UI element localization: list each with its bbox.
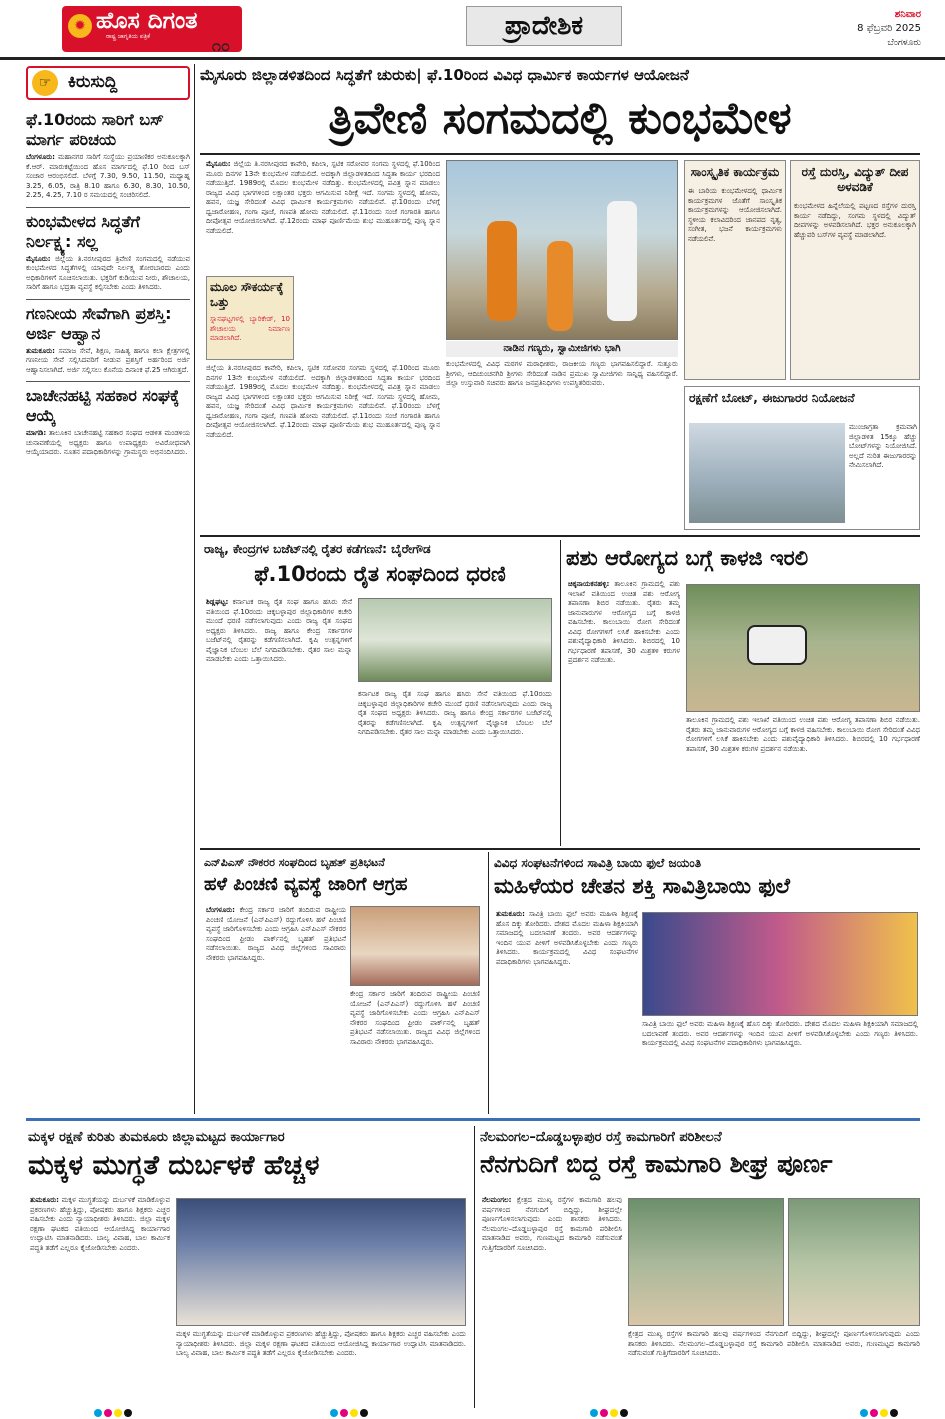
savitribai-body-text: ಸಾವಿತ್ರಿ ಬಾಯಿ ಫುಲೆ ಅವರು ಮಹಿಳಾ ಶಿಕ್ಷಣಕ್ಕೆ ಹೊಸ ದಿಕ್ಕು ತೋರಿದರು. ದೇಶದ ಮೊದಲ ಮಹಿಳಾ ಶಿಕ್ಷಕಿಯಾಗಿ ಸಮಾಜದಲ್ಲಿ ಬದಲಾವಣೆ ತಂದರು. ಅವರ ಆದರ್ಶಗಳನ್ನು ಇಂದಿನ ಯುವ ಪೀಳಿಗೆ ಅಳವಡಿಸಿಕೊಳ್ಳಬೇಕು ಎಂದು ಗಣ್ಯರು ತಿಳಿಸಿದರು. ಕಾರ್ಯಕ್ರಮದಲ್ಲಿ ವಿವಿಧ ಸಂಘಟನೆಗಳ ಪದಾಧಿಕಾರಿಗಳು ಭಾಗವಹಿಸಿದ್ದರು. [496, 910, 638, 966]
brief-item [26, 212, 190, 293]
brief-headline: ಗಣನೀಯ ಸೇವೆಗಾಗಿ ಪ್ರಶಸ್ತಿ: ಅರ್ಜಿ ಆಹ್ವಾನ [26, 303, 172, 343]
brief-headline: ಬಾಚೇನಹಟ್ಟಿ ಸಹಕಾರ ಸಂಘಕ್ಕೆ ಆಯ್ಕೆ [26, 386, 180, 425]
boat-photo [689, 423, 845, 523]
yellow-dot [350, 1409, 358, 1417]
brief-place: ತುಮಕೂರು: [26, 346, 55, 355]
children-body-text: ಮಕ್ಕಳ ಮುಗ್ಧತೆಯನ್ನು ದುರ್ಬಳಕೆ ಮಾಡಿಕೊಳ್ಳುವ ಪ್ರಕರಣಗಳು ಹೆಚ್ಚುತ್ತಿದ್ದು, ಪೋಷಕರು ಹಾಗೂ ಶಿಕ್ಷಕರು ಎಚ್ಚರ ವಹಿಸಬೇಕು ಎಂದು ನ್ಯಾಯಾಧೀಶರು ತಿಳಿಸಿದರು. ಜಿಲ್ಲಾ ಮಕ್ಕಳ ರಕ್ಷಣಾ ಘಟಕದ ವತಿಯಿಂದ ಆಯೋಜಿಸಿದ್ದ ಕಾರ್ಯಾಗಾರ ಉದ್ಘಾಟಿಸಿ ಮಾತನಾಡಿದರು. ಬಾಲ್ಯ ವಿವಾಹ, ಬಾಲ ಕಾರ್ಮಿಕ ಪದ್ಧತಿ ತಡೆಗೆ ಎಲ್ಲರೂ ಕೈಜೋಡಿಸಬೇಕು ಎಂದರು. [30, 1196, 170, 1252]
lead-subhead-box [206, 276, 294, 360]
brief-body: ಜಿಲ್ಲೆಯ ತಿ.ನರಸೀಪುರದ ತ್ರಿವೇಣಿ ಸಂಗಮದಲ್ಲಿ ನಡೆಯುವ ಕುಂಭಮೇಳದ ಸಿದ್ಧತೆಗಳಲ್ಲಿ ಯಾವುದೇ ನಿರ್ಲಕ್ಷ್ಯ ತೋರಬಾರದು ಎಂದು ಅಧಿಕಾರಿಗಳಿಗೆ ಸೂಚಿಸಲಾಯಿತು. ಭಕ್ತರಿಗೆ ಕುಡಿಯುವ ನೀರು, ಶೌಚಾಲಯ, ಸಾರಿಗೆ ಹಾಗೂ ಭದ್ರತಾ ವ್ಯವಸ್ಥೆ ಕಲ್ಪಿಸಬೇಕು ಎಂದು ತಿಳಿಸಿದರು. [26, 254, 190, 291]
road-place: ನೆಲಮಂಗಲ: [482, 1196, 512, 1204]
cattle-place: ಚಿಕ್ಕನಾಯಕನಹಳ್ಳಿ: [568, 580, 610, 588]
brief-headline: ಕುಂಭಮೇಳದ ಸಿದ್ಧತೆಗೆ ನಿರ್ಲಕ್ಷ್ಯ: ಸಲ್ಲ [26, 211, 140, 251]
savitribai-headline: ಮಹಿಳೆಯರ ಚೇತನ ಶಕ್ತಿ ಸಾವಿತ್ರಿಬಾಯಿ ಫುಲೆ [494, 874, 790, 898]
savitribai-body-cont: ಸಾವಿತ್ರಿ ಬಾಯಿ ಫುಲೆ ಅವರು ಮಹಿಳಾ ಶಿಕ್ಷಣಕ್ಕೆ ಹೊಸ ದಿಕ್ಕು ತೋರಿದರು. ದೇಶದ ಮೊದಲ ಮಹಿಳಾ ಶಿಕ್ಷಕಿಯಾಗಿ ಸಮಾಜದಲ್ಲಿ ಬದಲಾವಣೆ ತಂದರು. ಅವರ ಆದರ್ಶಗಳನ್ನು ಇಂದಿನ ಯುವ ಪೀಳಿಗೆ ಅಳವಡಿಸಿಕೊಳ್ಳಬೇಕು ಎಂದು ಗಣ್ಯರು ತಿಳಿಸಿದರು. ಕಾರ್ಯಕ್ರಮದಲ್ಲಿ ವಿವಿಧ ಸಂಘಟನೆಗಳ ಪದಾಧಿಕಾರಿಗಳು ಭಾಗವಹಿಸಿದ್ದರು. [642, 1020, 918, 1047]
pension-photo [350, 906, 480, 986]
road-photo-2 [788, 1198, 920, 1326]
cyan-dot [94, 1409, 102, 1417]
boat-body: ಮುಂಜಾಗ್ರತಾ ಕ್ರಮವಾಗಿ ಜಿಲ್ಲಾಡಳಿತ 15ಕ್ಕೂ ಹೆಚ್ಚು ಬೋಟ್‌ಗಳನ್ನು ನಿಯೋಜಿಸಿದೆ. ಅಲ್ಲದೆ ನುರಿತ ಈಜುಗಾರರನ್ನು ನೇಮಿಸಲಾಗಿದೆ. [849, 423, 917, 469]
boat-title: ರಕ್ಷಣೆಗೆ ಬೋಟ್, ಈಜುಗಾರರ ನಿಯೋಜನೆ [689, 391, 855, 405]
road-body-text: ಕ್ಷೇತ್ರದ ಮುಖ್ಯ ರಸ್ತೆಗಳ ಕಾಮಗಾರಿ ಹಲವು ವರ್ಷಗಳಿಂದ ನೆನಗುದಿಗೆ ಬಿದ್ದಿದ್ದು, ಶೀಘ್ರದಲ್ಲೇ ಪೂರ್ಣಗೊಳಿಸಲಾಗುವುದು ಎಂದು ಶಾಸಕರು ತಿಳಿಸಿದರು. ನೆಲಮಂಗಲ–ದೊಡ್ಡಬಳ್ಳಾಪುರ ರಸ್ತೆ ಕಾಮಗಾರಿ ಪರಿಶೀಲಿಸಿ ಮಾತನಾಡಿದ ಅವರು, ಗುಣಮಟ್ಟದ ಕಾಮಗಾರಿ ನಡೆಸುವಂತೆ ಗುತ್ತಿಗೆದಾರರಿಗೆ ಸೂಚಿಸಿದರು. [482, 1196, 622, 1252]
savitribai-photo [642, 912, 918, 1016]
pension-kicker: ಎನ್‌ಪಿಎಸ್ ನೌಕರರ ಸಂಘದಿಂದ ಬೃಹತ್ ಪ್ರತಿಭಟನೆ [204, 856, 385, 869]
pension-body-text: ಕೇಂದ್ರ ಸರ್ಕಾರ ಜಾರಿಗೆ ತಂದಿರುವ ರಾಷ್ಟ್ರೀಯ ಪಿಂಚಣಿ ಯೋಜನೆ (ಎನ್‌ಪಿಎಸ್) ರದ್ದುಗೊಳಿಸಿ ಹಳೆ ಪಿಂಚಣಿ ವ್ಯವಸ್ಥೆ ಜಾರಿಗೊಳಿಸಬೇಕು ಎಂದು ಆಗ್ರಹಿಸಿ ಎನ್‌ಪಿಎಸ್ ನೌಕರರ ಸಂಘದಿಂದ ಫ್ರೀಡಂ ಪಾರ್ಕ್‌ನಲ್ಲಿ ಬೃಹತ್ ಪ್ರತಿಭಟನೆ ನಡೆಸಲಾಯಿತು. ರಾಜ್ಯದ ವಿವಿಧ ಜಿಲ್ಲೆಗಳಿಂದ ಸಾವಿರಾರು ನೌಕರರು ಭಾಗವಹಿಸಿದ್ದರು. [206, 906, 346, 962]
lead-body-text: ಜಿಲ್ಲೆಯ ತಿ.ನರಸೀಪುರದ ಕಾವೇರಿ, ಕಪಿಲಾ, ಸ್ಫಟಿಕ ಸರೋವರ ಸಂಗಮ ಸ್ಥಳದಲ್ಲಿ ಫೆ.10ರಿಂದ ಮೂರು ದಿನಗಳ 13ನೇ ಕುಂಭಮೇಳ ನಡೆಯಲಿದೆ. ಅದಕ್ಕಾಗಿ ಜಿಲ್ಲಾಡಳಿತದಿಂದ ಸಿದ್ಧತಾ ಕಾರ್ಯ ಭರದಿಂದ ನಡೆಯುತ್ತಿದೆ. 1989ರಲ್ಲಿ ಮೊದಲ ಕುಂಭಮೇಳ ನಡೆದಿತ್ತು. ಕುಂಭಮೇಳದಲ್ಲಿ ಪವಿತ್ರ ಸ್ನಾನ ಮಾಡಲು ರಾಜ್ಯದ ವಿವಿಧ ಭಾಗಗಳಿಂದ ಲಕ್ಷಾಂತರ ಭಕ್ತರು ಆಗಮಿಸುವ ನಿರೀಕ್ಷೆ ಇದೆ. ಸಂಗಮ ಸ್ಥಳದಲ್ಲಿ ಹೋಮ, ಹವನ, ಯಜ್ಞ ಸೇರಿದಂತೆ ವಿವಿಧ ಧಾರ್ಮಿಕ ಕಾರ್ಯಕ್ರಮಗಳು ನಡೆಯಲಿವೆ. ಫೆ.10ರಂದು ಬೆಳಗ್ಗೆ ಧ್ವಜಾರೋಹಣ, ಗಂಗಾ ಪೂಜೆ, ಗಣಪತಿ ಹೋಮ ನಡೆಯಲಿದೆ. ಫೆ.11ರಂದು ಸಂಜೆ ಗಂಗಾರತಿ ಹಾಗೂ ದೀಪೋತ್ಸವ ಆಯೋಜಿಸಲಾಗಿದೆ. ಫೆ.12ರಂದು ಮಾಘ ಪೂರ್ಣಿಮೆಯ ಶುಭ ಮುಹೂರ್ತದಲ್ಲಿ ಪುಣ್ಯ ಸ್ನಾನ ನಡೆಯಲಿದೆ. [206, 160, 440, 235]
yellow-dot [114, 1409, 122, 1417]
farmers-body [206, 598, 352, 844]
dateline [857, 8, 921, 50]
savitribai-kicker: ವಿವಿಧ ಸಂಘಟನೆಗಳಿಂದ ಸಾವಿತ್ರಿ ಬಾಯಿ ಫುಲೆ ಜಯಂತಿ [494, 856, 702, 870]
date-text: 8 ಫೆಬ್ರವರಿ 2025 [857, 23, 921, 34]
lead-photo-caption: ನಾಡಿನ ಗಣ್ಯರು, ಸ್ವಾಮೀಜಿಗಳು ಭಾಗಿ [446, 341, 678, 357]
cattle-body-cont: ತಾಲೂಕಿನ ಗ್ರಾಮದಲ್ಲಿ ಪಶು ಇಲಾಖೆ ವತಿಯಿಂದ ಉಚಿತ ಪಶು ಆರೋಗ್ಯ ತಪಾಸಣಾ ಶಿಬಿರ ನಡೆಯಿತು. ರೈತರು ತಮ್ಮ ಜಾನುವಾರುಗಳ ಆರೋಗ್ಯದ ಬಗ್ಗೆ ಕಾಳಜಿ ವಹಿಸಬೇಕು. ಕಾಲುಬಾಯಿ ರೋಗ ಸೇರಿದಂತೆ ವಿವಿಧ ರೋಗಗಳಿಗೆ ಲಸಿಕೆ ಹಾಕಿಸಬೇಕು ಎಂದು ಪಶುವೈದ್ಯಾಧಿಕಾರಿ ತಿಳಿಸಿದರು. ಶಿಬಿರದಲ್ಲಿ 10 ಗರ್ಭಧಾರಣೆ ತಪಾಸಣೆ, 30 ಮಿಶ್ರತಳಿ ಕರುಗಳ ಪ್ರದರ್ಶನ ನಡೆಯಿತು. [686, 716, 920, 753]
brief-place: ಮಾಗಡಿ: [26, 429, 47, 437]
print-color-bar [94, 1409, 134, 1417]
farmers-kicker: ರಾಜ್ಯ, ಕೇಂದ್ರಗಳ ಬಜೆಟ್‌ನಲ್ಲಿ ರೈತರ ಕಡೆಗಣನೆ: ಬೈರೇಗೌಡ [204, 542, 431, 556]
print-color-bar [860, 1409, 900, 1417]
road-light-box [790, 160, 920, 380]
black-dot [890, 1409, 898, 1417]
print-color-bar [590, 1409, 630, 1417]
cyan-dot [590, 1409, 598, 1417]
page-number: ೧೦ [212, 36, 230, 55]
newspaper-tagline: ರಾಷ್ಟ್ರ ಜಾಗೃತಿಯ ಪತ್ರಿಕೆ [106, 33, 151, 40]
magenta-dot [600, 1409, 608, 1417]
farmers-photo [358, 598, 552, 682]
cattle-body [568, 580, 680, 844]
road-headline: ನೆನಗುದಿಗೆ ಬಿದ್ದ ರಸ್ತೆ ಕಾಮಗಾರಿ ಶೀಘ್ರ ಪೂರ್ಣ [480, 1150, 833, 1178]
lead-photo-body: ಕುಂಭಮೇಳದಲ್ಲಿ ವಿವಿಧ ಮಠಗಳ ಮಠಾಧೀಶರು, ರಾಜಕೀಯ ಗಣ್ಯರು ಭಾಗವಹಿಸಲಿದ್ದಾರೆ. ಸುತ್ತೂರು ಶ್ರೀಗಳು, ಆದಿಚುಂಚನಗಿರಿ ಶ್ರೀಗಳು ಸೇರಿದಂತೆ ನಾಡಿನ ಪ್ರಮುಖ ಸ್ವಾಮೀಜಿಗಳು ಸಾನ್ನಿಧ್ಯ ವಹಿಸಲಿದ್ದಾರೆ. ಜಿಲ್ಲಾ ಉಸ್ತುವಾರಿ ಸಚಿವರು ಹಾಗೂ ಜನಪ್ರತಿನಿಧಿಗಳು ಉಪಸ್ಥಿತರಿರುವರು. [446, 360, 678, 387]
brief-place: ಮೈಸೂರು: [26, 254, 51, 263]
road-photo-1 [628, 1198, 784, 1326]
magenta-dot [870, 1409, 878, 1417]
road-kicker: ನೆಲಮಂಗಲ–ದೊಡ್ಡಬಳ್ಳಾಪುರ ರಸ್ತೆ ಕಾಮಗಾರಿಗೆ ಪರಿಶೀಲನೆ [480, 1130, 722, 1145]
date-city: ಬೆಂಗಳೂರು [887, 38, 921, 48]
cyan-dot [330, 1409, 338, 1417]
yellow-dot [610, 1409, 618, 1417]
brief-item [26, 386, 190, 458]
brief-news-title: ಕಿರುಸುದ್ದಿ [68, 72, 118, 92]
cattle-photo [686, 584, 920, 712]
lead-headline: ತ್ರಿವೇಣಿ ಸಂಗಮದಲ್ಲಿ ಕುಂಭಮೇಳ [328, 93, 792, 144]
farmers-headline: ಫೆ.10ರಂದು ರೈತ ಸಂಘದಿಂದ ಧರಣಿ [254, 562, 506, 586]
brief-headline: ಫೆ.10ರಂದು ಸಾರಿಗೆ ಬಸ್ ಮಾರ್ಗ ಪರಿಚಯ [26, 110, 164, 149]
brief-body: ಸಮಾಜ ಸೇವೆ, ಶಿಕ್ಷಣ, ಸಾಹಿತ್ಯ ಹಾಗೂ ಕಲಾ ಕ್ಷೇತ್ರಗಳಲ್ಲಿ ಗಣನೀಯ ಸೇವೆ ಸಲ್ಲಿಸಿದವರಿಗೆ ನೀಡುವ ಪ್ರಶಸ್ತಿಗೆ ಅರ್ಹರಿಂದ ಅರ್ಜಿ ಆಹ್ವಾನಿಸಲಾಗಿದೆ. ಅರ್ಜಿ ಸಲ್ಲಿಸಲು ಕೊನೆಯ ದಿನಾಂಕ ಫೆ.25 ಆಗಿರುತ್ತದೆ. [26, 346, 190, 374]
culture-body: ಈ ಬಾರಿಯ ಕುಂಭಮೇಳದಲ್ಲಿ ಧಾರ್ಮಿಕ ಕಾರ್ಯಕ್ರಮಗಳ ಜೊತೆಗೆ ಸಾಂಸ್ಕೃತಿಕ ಕಾರ್ಯಕ್ರಮಗಳನ್ನು ಆಯೋಜಿಸಲಾಗಿದೆ. ಸ್ಥಳೀಯ ಕಲಾವಿದರಿಂದ ಜಾನಪದ ನೃತ್ಯ, ಸಂಗೀತ, ಭಜನೆ ಕಾರ್ಯಕ್ರಮಗಳು ನಡೆಯಲಿವೆ. [688, 187, 782, 243]
boat-box [684, 386, 920, 530]
children-body [30, 1196, 170, 1404]
date-day: ಶನಿವಾರ [894, 9, 921, 20]
brief-news-badge [26, 66, 190, 100]
lead-subhead-note: ಸ್ನಾನಘಟ್ಟಗಳಲ್ಲಿ ಬ್ಯಾರಿಕೇಡ್‌, 10 ಶೌಚಾಲಯ ನಿರ್ಮಾಣ ಮಾಡಲಾಗಿದೆ. [210, 315, 290, 342]
cattle-headline: ಪಶು ಆರೋಗ್ಯದ ಬಗ್ಗೆ ಕಾಳಜಿ ಇರಲಿ [566, 546, 809, 570]
brief-item [26, 110, 190, 201]
farmers-body-text: ಕರ್ನಾಟಕ ರಾಜ್ಯ ರೈತ ಸಂಘ ಹಾಗೂ ಹಸಿರು ಸೇನೆ ವತಿಯಿಂದ ಫೆ.10ರಂದು ಚಿಕ್ಕಬಳ್ಳಾಪುರ ಜಿಲ್ಲಾಧಿಕಾರಿಗಳ ಕಚೇರಿ ಮುಂದೆ ಧರಣಿ ನಡೆಸಲಾಗುವುದು ಎಂದು ರಾಜ್ಯ ರೈತ ಸಂಘದ ಅಧ್ಯಕ್ಷರು ತಿಳಿಸಿದರು. ರಾಜ್ಯ ಹಾಗೂ ಕೇಂದ್ರ ಸರ್ಕಾರಗಳ ಬಜೆಟ್‌ನಲ್ಲಿ ರೈತರನ್ನು ಕಡೆಗಣಿಸಲಾಗಿದೆ. ಕೃಷಿ ಉತ್ಪನ್ನಗಳಿಗೆ ವೈಜ್ಞಾನಿಕ ಬೆಂಬಲ ಬೆಲೆ ನಿಗದಿಪಡಿಸಬೇಕು. ರೈತರ ಸಾಲ ಮನ್ನಾ ಮಾಡಬೇಕು ಎಂದು ಒತ್ತಾಯಿಸಿದರು. [206, 598, 352, 663]
yellow-dot [880, 1409, 888, 1417]
pension-place: ಬೆಂಗಳೂರು: [206, 906, 235, 914]
newspaper-logo [62, 6, 242, 55]
lead-subhead: ಮೂಲ ಸೌಕರ್ಯಕ್ಕೆ ಒತ್ತು [210, 280, 284, 309]
sidebar [26, 106, 190, 1110]
lead-body-cont [206, 364, 440, 524]
lead-body [206, 160, 440, 272]
black-dot [360, 1409, 368, 1417]
farmers-body-cont: ಕರ್ನಾಟಕ ರಾಜ್ಯ ರೈತ ಸಂಘ ಹಾಗೂ ಹಸಿರು ಸೇನೆ ವತಿಯಿಂದ ಫೆ.10ರಂದು ಚಿಕ್ಕಬಳ್ಳಾಪುರ ಜಿಲ್ಲಾಧಿಕಾರಿಗಳ ಕಚೇರಿ ಮುಂದೆ ಧರಣಿ ನಡೆಸಲಾಗುವುದು ಎಂದು ರಾಜ್ಯ ರೈತ ಸಂಘದ ಅಧ್ಯಕ್ಷರು ತಿಳಿಸಿದರು. ರಾಜ್ಯ ಹಾಗೂ ಕೇಂದ್ರ ಸರ್ಕಾರಗಳ ಬಜೆಟ್‌ನಲ್ಲಿ ರೈತರನ್ನು ಕಡೆಗಣಿಸಲಾಗಿದೆ. ಕೃಷಿ ಉತ್ಪನ್ನಗಳಿಗೆ ವೈಜ್ಞಾನಿಕ ಬೆಂಬಲ ಬೆಲೆ ನಿಗದಿಪಡಿಸಬೇಕು. ರೈತರ ಸಾಲ ಮನ್ನಾ ಮಾಡಬೇಕು ಎಂದು ಒತ್ತಾಯಿಸಿದರು. [358, 690, 552, 736]
cyan-dot [860, 1409, 868, 1417]
black-dot [620, 1409, 628, 1417]
lamp-icon: ✹ [68, 14, 92, 38]
road-light-title: ರಸ್ತೆ ದುರಸ್ತಿ, ವಿದ್ಯುತ್ ದೀಪ ಅಳವಡಿಕೆ [801, 165, 909, 194]
children-kicker: ಮಕ್ಕಳ ರಕ್ಷಣೆ ಕುರಿತು ತುಮಕೂರು ಜಿಲ್ಲಾಮಟ್ಟದ ಕಾರ್ಯಾಗಾರ [28, 1130, 285, 1145]
lead-kicker: ಮೈಸೂರು ಜಿಲ್ಲಾಡಳಿತದಿಂದ ಸಿದ್ಧತೆಗೆ ಚುರುಕು| ಫೆ.10ರಿಂದ ವಿವಿಧ ಧಾರ್ಮಿಕ ಕಾರ್ಯಗಳ ಆಯೋಜನೆ [200, 66, 689, 84]
cattle-body-text: ತಾಲೂಕಿನ ಗ್ರಾಮದಲ್ಲಿ ಪಶು ಇಲಾಖೆ ವತಿಯಿಂದ ಉಚಿತ ಪಶು ಆರೋಗ್ಯ ತಪಾಸಣಾ ಶಿಬಿರ ನಡೆಯಿತು. ರೈತರು ತಮ್ಮ ಜಾನುವಾರುಗಳ ಆರೋಗ್ಯದ ಬಗ್ಗೆ ಕಾಳಜಿ ವಹಿಸಬೇಕು. ಕಾಲುಬಾಯಿ ರೋಗ ಸೇರಿದಂತೆ ವಿವಿಧ ರೋಗಗಳಿಗೆ ಲಸಿಕೆ ಹಾಕಿಸಬೇಕು ಎಂದು ಪಶುವೈದ್ಯಾಧಿಕಾರಿ ತಿಳಿಸಿದರು. ಶಿಬಿರದಲ್ಲಿ 10 ಗರ್ಭಧಾರಣೆ ತಪಾಸಣೆ, 30 ಮಿಶ್ರತಳಿ ಕರುಗಳ ಪ್ರದರ್ಶನ ನಡೆಯಿತು. [568, 580, 680, 664]
print-color-bar [330, 1409, 370, 1417]
children-place: ತುಮಕೂರು: [30, 1196, 59, 1204]
children-headline: ಮಕ್ಕಳ ಮುಗ್ಧತೆ ದುರ್ಬಳಕೆ ಹೆಚ್ಚಳ [28, 1150, 320, 1181]
black-dot [124, 1409, 132, 1417]
culture-title: ಸಾಂಸ್ಕೃತಿಕ ಕಾರ್ಯಕ್ರಮ [690, 165, 780, 179]
road-body [482, 1196, 622, 1404]
lead-body-text-2: ಜಿಲ್ಲೆಯ ತಿ.ನರಸೀಪುರದ ಕಾವೇರಿ, ಕಪಿಲಾ, ಸ್ಫಟಿಕ ಸರೋವರ ಸಂಗಮ ಸ್ಥಳದಲ್ಲಿ ಫೆ.10ರಿಂದ ಮೂರು ದಿನಗಳ 13ನೇ ಕುಂಭಮೇಳ ನಡೆಯಲಿದೆ. ಅದಕ್ಕಾಗಿ ಜಿಲ್ಲಾಡಳಿತದಿಂದ ಸಿದ್ಧತಾ ಕಾರ್ಯ ಭರದಿಂದ ನಡೆಯುತ್ತಿದೆ. 1989ರಲ್ಲಿ ಮೊದಲ ಕುಂಭಮೇಳ ನಡೆದಿತ್ತು. ಕುಂಭಮೇಳದಲ್ಲಿ ಪವಿತ್ರ ಸ್ನಾನ ಮಾಡಲು ರಾಜ್ಯದ ವಿವಿಧ ಭಾಗಗಳಿಂದ ಲಕ್ಷಾಂತರ ಭಕ್ತರು ಆಗಮಿಸುವ ನಿರೀಕ್ಷೆ ಇದೆ. ಸಂಗಮ ಸ್ಥಳದಲ್ಲಿ ಹೋಮ, ಹವನ, ಯಜ್ಞ ಸೇರಿದಂತೆ ವಿವಿಧ ಧಾರ್ಮಿಕ ಕಾರ್ಯಕ್ರಮಗಳು ನಡೆಯಲಿವೆ. ಫೆ.10ರಂದು ಬೆಳಗ್ಗೆ ಧ್ವಜಾರೋಹಣ, ಗಂಗಾ ಪೂಜೆ, ಗಣಪತಿ ಹೋಮ ನಡೆಯಲಿದೆ. ಫೆ.11ರಂದು ಸಂಜೆ ಗಂಗಾರತಿ ಹಾಗೂ ದೀಪೋತ್ಸವ ಆಯೋಜಿಸಲಾಗಿದೆ. ಫೆ.12ರಂದು ಮಾಘ ಪೂರ್ಣಿಮೆಯ ಶುಭ ಮುಹೂರ್ತದಲ್ಲಿ ಪುಣ್ಯ ಸ್ನಾನ ನಡೆಯಲಿದೆ. [206, 364, 440, 439]
lead-place: ಮೈಸೂರು: [206, 160, 231, 168]
road-body-cont: ಕ್ಷೇತ್ರದ ಮುಖ್ಯ ರಸ್ತೆಗಳ ಕಾಮಗಾರಿ ಹಲವು ವರ್ಷಗಳಿಂದ ನೆನಗುದಿಗೆ ಬಿದ್ದಿದ್ದು, ಶೀಘ್ರದಲ್ಲೇ ಪೂರ್ಣಗೊಳಿಸಲಾಗುವುದು ಎಂದು ಶಾಸಕರು ತಿಳಿಸಿದರು. ನೆಲಮಂಗಲ–ದೊಡ್ಡಬಳ್ಳಾಪುರ ರಸ್ತೆ ಕಾಮಗಾರಿ ಪರಿಶೀಲಿಸಿ ಮಾತನಾಡಿದ ಅವರು, ಗುಣಮಟ್ಟದ ಕಾಮಗಾರಿ ನಡೆಸುವಂತೆ ಗುತ್ತಿಗೆದಾರರಿಗೆ ಸೂಚಿಸಿದರು. [628, 1330, 920, 1357]
brief-item [26, 304, 190, 376]
savitribai-body [496, 910, 638, 1110]
brief-body: ಮಹಾನಗರ ಸಾರಿಗೆ ಸಂಸ್ಥೆಯು ಪ್ರಯಾಣಿಕರ ಅನುಕೂಲಕ್ಕಾಗಿ ಕೆ.ಆರ್. ಮಾರುಕಟ್ಟೆಯಿಂದ ಹೊಸ ಮಾರ್ಗದಲ್ಲಿ ಫೆ.10 ರಿಂದ ಬಸ್ ಸಂಚಾರ ಆರಂಭಿಸಲಿದೆ. ಬೆಳಗ್ಗೆ 7.30, 9.50, 11.50, ಮಧ್ಯಾಹ್ನ 3.25, 6.05, ರಾತ್ರಿ 8.10 ಹಾಗೂ 6.30, 8.30, 10.50, 2.25, 4.25, 7.10 ರ ಸಮಯದಲ್ಲಿ ಸಂಚರಿಸಲಿದೆ. [26, 153, 190, 199]
farmers-place: ಶಿಡ್ಲಘಟ್ಟ: [206, 598, 229, 606]
newspaper-name: ಹೊಸ ದಿಗಂತ [96, 8, 198, 34]
brief-body: ತಾಲೂಕಿನ ಬಾಚೇನಹಟ್ಟಿ ಸಹಕಾರ ಸಂಘದ ಆಡಳಿತ ಮಂಡಳಿಯ ಚುನಾವಣೆಯಲ್ಲಿ ಅಧ್ಯಕ್ಷರು ಹಾಗೂ ಉಪಾಧ್ಯಕ್ಷರು ಅವಿರೋಧವಾಗಿ ಆಯ್ಕೆಯಾದರು. ನೂತನ ಪದಾಧಿಕಾರಿಗಳನ್ನು ಗ್ರಾಮಸ್ಥರು ಅಭಿನಂದಿಸಿದರು. [26, 429, 190, 456]
section-title: ಪ್ರಾದೇಶಿಕ [466, 6, 622, 46]
road-light-body: ಕುಂಭಮೇಳದ ಹಿನ್ನೆಲೆಯಲ್ಲಿ ಪಟ್ಟಣದ ರಸ್ತೆಗಳ ದುರಸ್ತಿ ಕಾರ್ಯ ನಡೆದಿದ್ದು, ಸಂಗಮ ಸ್ಥಳದಲ್ಲಿ ವಿದ್ಯುತ್ ದೀಪಗಳನ್ನು ಅಳವಡಿಸಲಾಗಿದೆ. ಭಕ್ತರ ಅನುಕೂಲಕ್ಕಾಗಿ ಹೆಚ್ಚುವರಿ ಬಸ್‌ಗಳ ವ್ಯವಸ್ಥೆ ಮಾಡಲಾಗಿದೆ. [794, 202, 916, 239]
children-body-cont: ಮಕ್ಕಳ ಮುಗ್ಧತೆಯನ್ನು ದುರ್ಬಳಕೆ ಮಾಡಿಕೊಳ್ಳುವ ಪ್ರಕರಣಗಳು ಹೆಚ್ಚುತ್ತಿದ್ದು, ಪೋಷಕರು ಹಾಗೂ ಶಿಕ್ಷಕರು ಎಚ್ಚರ ವಹಿಸಬೇಕು ಎಂದು ನ್ಯಾಯಾಧೀಶರು ತಿಳಿಸಿದರು. ಜಿಲ್ಲಾ ಮಕ್ಕಳ ರಕ್ಷಣಾ ಘಟಕದ ವತಿಯಿಂದ ಆಯೋಜಿಸಿದ್ದ ಕಾರ್ಯಾಗಾರ ಉದ್ಘಾಟಿಸಿ ಮಾತನಾಡಿದರು. ಬಾಲ್ಯ ವಿವಾಹ, ಬಾಲ ಕಾರ್ಮಿಕ ಪದ್ಧತಿ ತಡೆಗೆ ಎಲ್ಲರೂ ಕೈಜೋಡಿಸಬೇಕು ಎಂದರು. [176, 1330, 466, 1357]
brief-place: ಬೆಂಗಳೂರು: [26, 153, 55, 161]
pension-headline: ಹಳೆ ಪಿಂಚಣಿ ವ್ಯವಸ್ಥೆ ಜಾರಿಗೆ ಆಗ್ರಹ [204, 874, 408, 895]
magenta-dot [104, 1409, 112, 1417]
culture-box [684, 160, 786, 380]
masthead [0, 0, 945, 60]
magenta-dot [340, 1409, 348, 1417]
pointing-hand-icon: ☞ [32, 70, 58, 96]
pension-body-cont: ಕೇಂದ್ರ ಸರ್ಕಾರ ಜಾರಿಗೆ ತಂದಿರುವ ರಾಷ್ಟ್ರೀಯ ಪಿಂಚಣಿ ಯೋಜನೆ (ಎನ್‌ಪಿಎಸ್) ರದ್ದುಗೊಳಿಸಿ ಹಳೆ ಪಿಂಚಣಿ ವ್ಯವಸ್ಥೆ ಜಾರಿಗೊಳಿಸಬೇಕು ಎಂದು ಆಗ್ರಹಿಸಿ ಎನ್‌ಪಿಎಸ್ ನೌಕರರ ಸಂಘದಿಂದ ಫ್ರೀಡಂ ಪಾರ್ಕ್‌ನಲ್ಲಿ ಬೃಹತ್ ಪ್ರತಿಭಟನೆ ನಡೆಸಲಾಯಿತು. ರಾಜ್ಯದ ವಿವಿಧ ಜಿಲ್ಲೆಗಳಿಂದ ಸಾವಿರಾರು ನೌಕರರು ಭಾಗವಹಿಸಿದ್ದರು. [350, 990, 480, 1046]
lead-photo [446, 160, 678, 340]
children-photo [176, 1198, 466, 1326]
savitribai-place: ತುಮಕೂರು: [496, 910, 525, 918]
pension-body [206, 906, 346, 1110]
